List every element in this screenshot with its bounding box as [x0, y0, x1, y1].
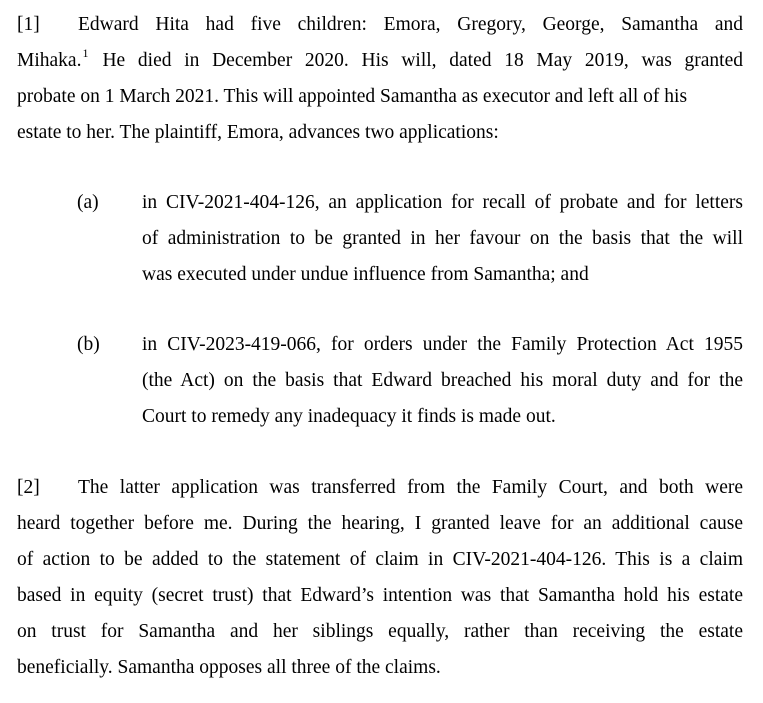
item-a-line-1: in CIV-2021-404-126, an application for recall of probate and for letters: [142, 192, 743, 213]
item-b-label: (b): [77, 334, 100, 355]
item-a-line-2: of administration to be granted in her favour on the basis that the will: [142, 228, 743, 249]
footnote-ref[interactable]: 1: [82, 46, 89, 60]
para-2-number: [2]: [17, 477, 40, 498]
para-1-line-4: estate to her. The plaintiff, Emora, advances two applications:: [17, 122, 499, 143]
para-2-line-2: heard together before me. During the hearing, I granted leave for an additional cause: [17, 513, 743, 534]
para-2-line-6: beneficially. Samantha opposes all three of the claims.: [17, 657, 441, 678]
item-b-line-1: in CIV-2023-419-066, for orders under the Family Protection Act 1955: [142, 334, 743, 355]
para-2-line-4: based in equity (secret trust) that Edward’s intention was that Samantha hold his estate: [17, 585, 743, 606]
para-1-number: [1]: [17, 14, 40, 35]
item-a-label: (a): [77, 192, 99, 213]
para-2-line-1: [2] The latter application was transferred from the Family Court, and both were: [17, 470, 743, 506]
item-a-line-3: was executed under undue influence from Samantha; and: [142, 264, 589, 285]
para-1-line-2: Mihaka. 1 He died in December 2020. His will, dated 18 May 2019, was granted: [17, 43, 743, 79]
item-b-line-2: (the Act) on the basis that Edward breached his moral duty and for the: [142, 370, 743, 391]
para-2-line-3: of action to be added to the statement of claim in CIV-2021-404-126. This is a claim: [17, 549, 743, 570]
item-b-line-3: Court to remedy any inadequacy it finds is made out.: [142, 406, 556, 427]
para-2-line-5: on trust for Samantha and her siblings equally, rather than receiving the estate: [17, 621, 743, 642]
para-1-line-1: [1] Edward Hita had five children: Emora, Gregory, George, Samantha and: [17, 7, 743, 43]
para-1-line-3: probate on 1 March 2021. This will appointed Samantha as executor and left all of his: [17, 86, 688, 107]
